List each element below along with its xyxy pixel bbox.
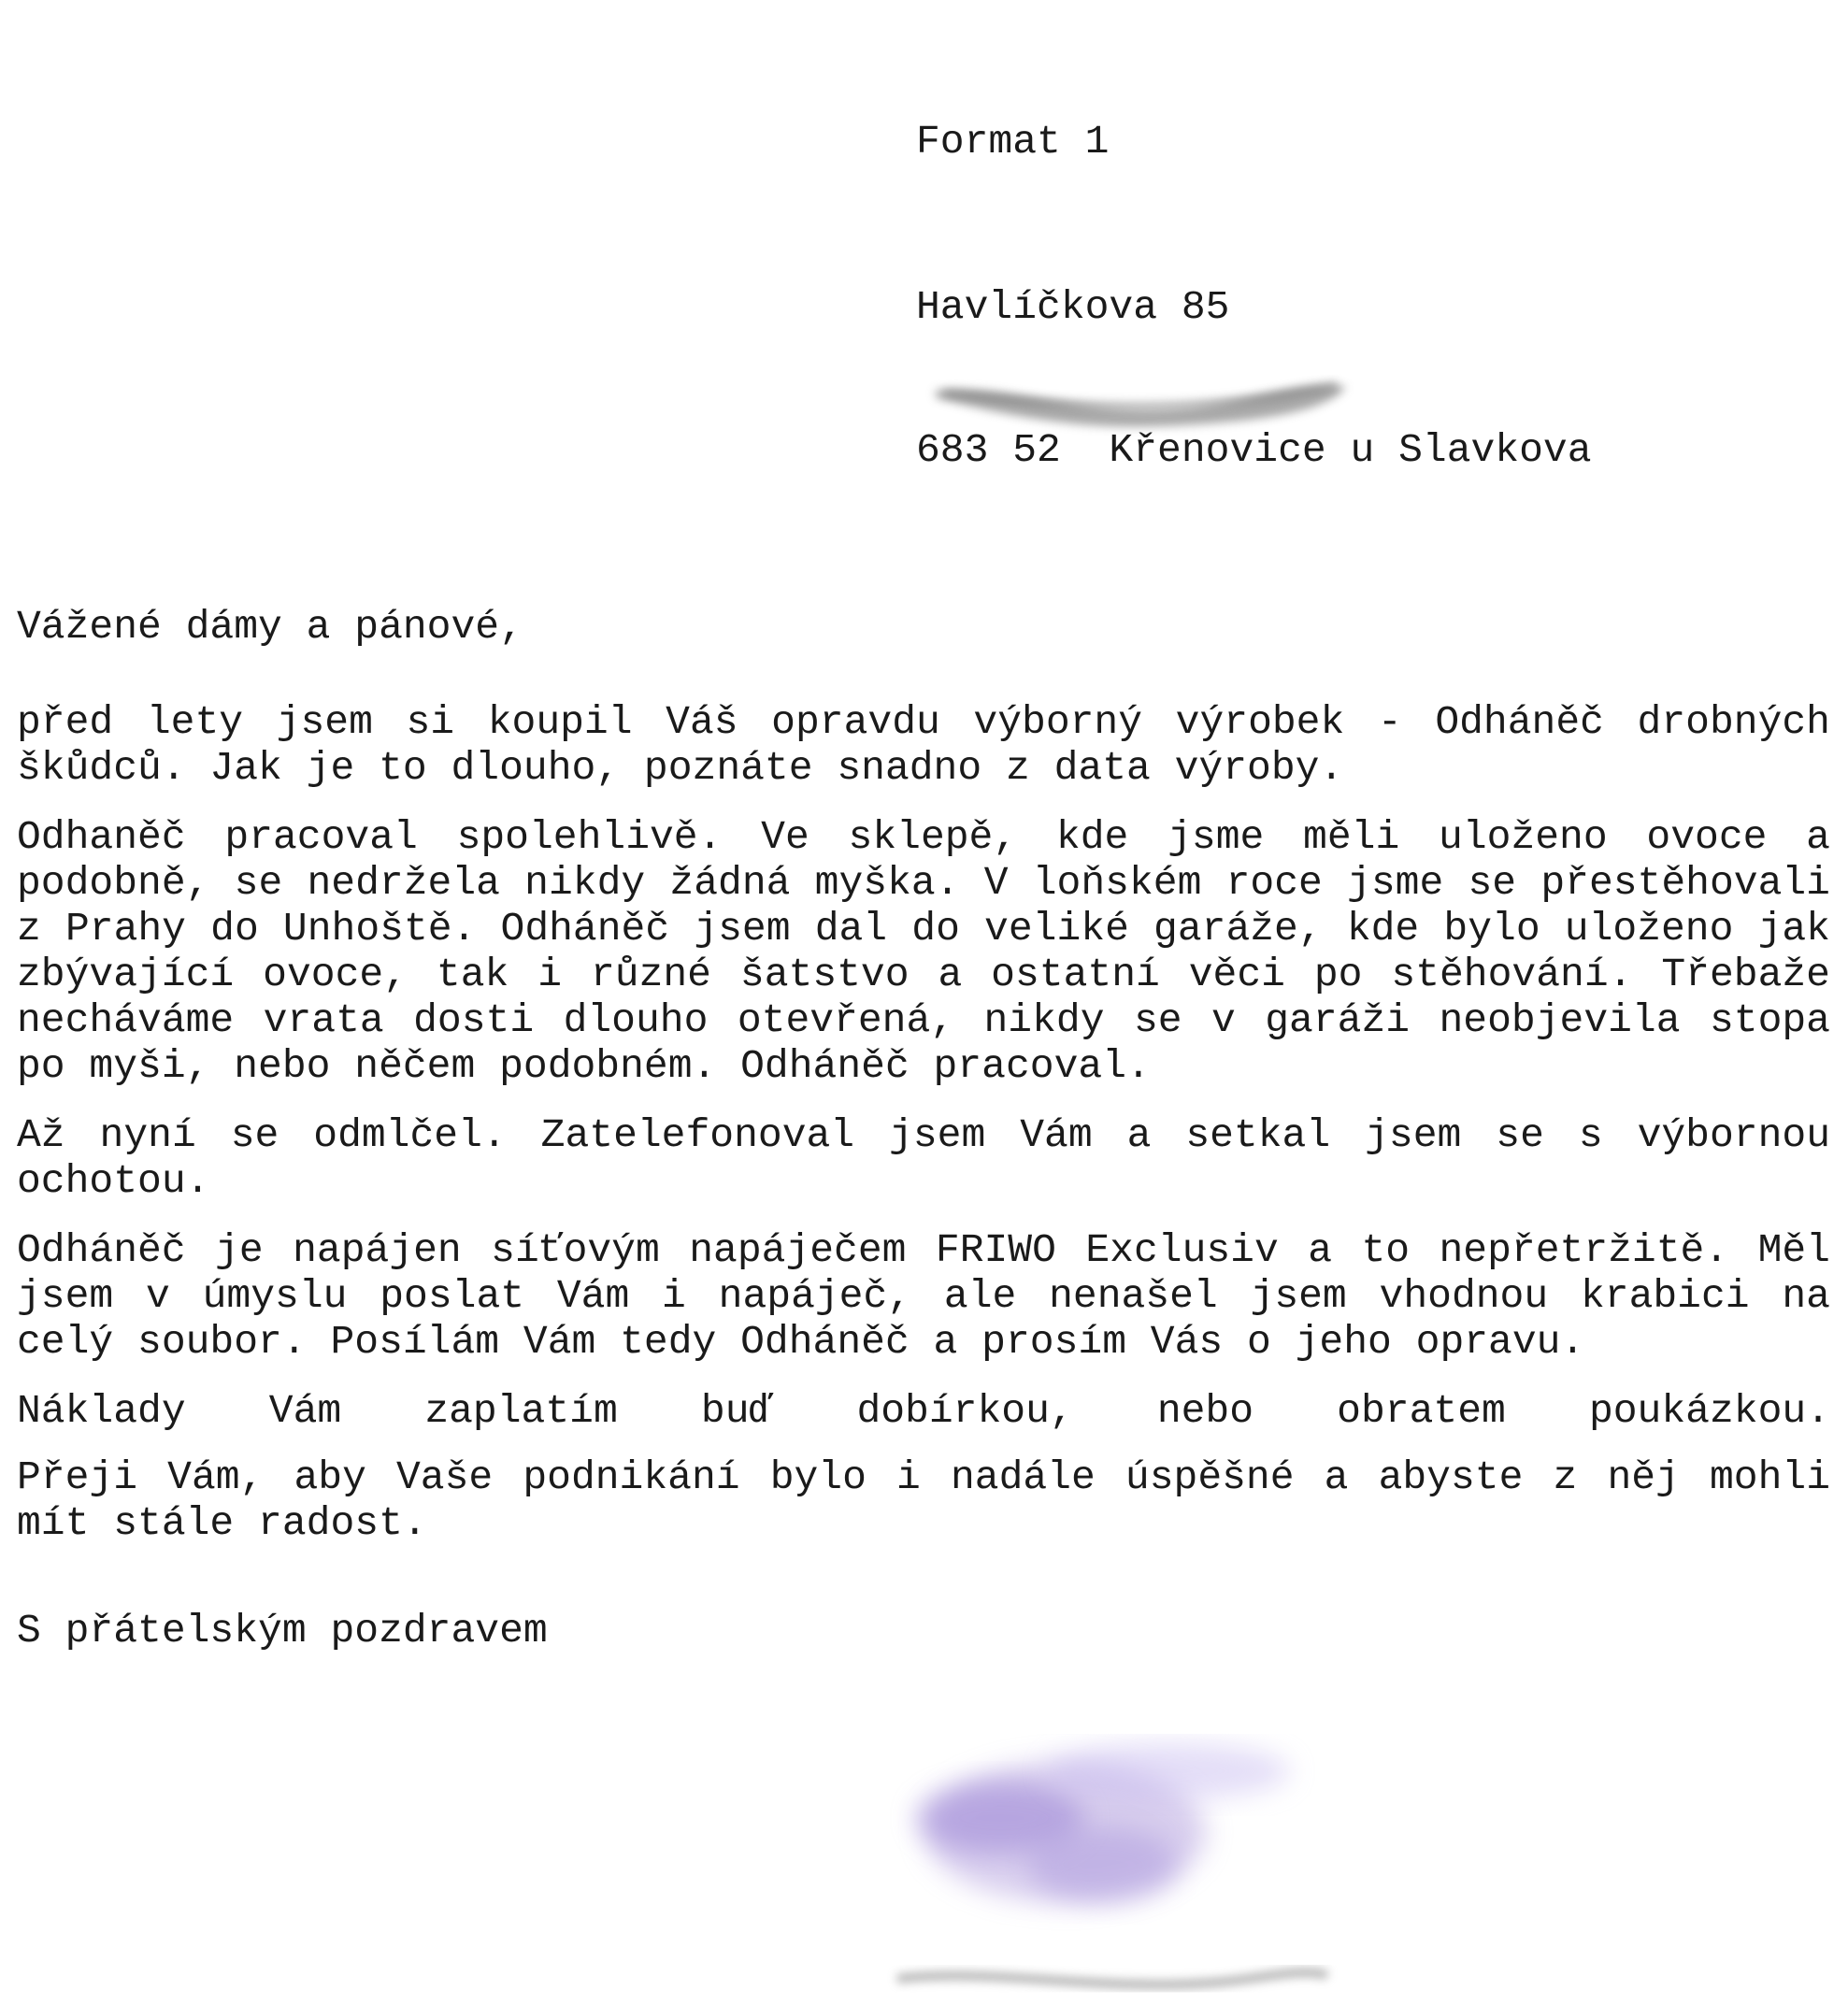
paragraph-5: Náklady Vám zaplatím buď dobírkou, nebo obratem poukázkou.	[17, 1388, 1830, 1434]
redacted-smudge	[925, 355, 1355, 449]
paragraph-3: Až nyní se odmlčel. Zatelefonoval jsem Vám a setkal jsem se s výbornou ochotou.	[17, 1112, 1830, 1204]
sender-address-block	[916, 22, 1592, 569]
salutation: Vážené dámy a pánové,	[17, 604, 523, 650]
paragraph-2: Odhaněč pracoval spolehlivě. Ve sklepě, kde jsme měli uloženo ovoce a podobně, se nedržela nikdy žádná myška. V loňském roce jsme se přestěhovali z Prahy do Unhoště. Odháněč jsem dal do veliké garáže, kde bylo uloženo jak zbývající ovoce, tak i různé šatstvo a ostatní věci po stěhování. Třebaže necháváme vrata dosti dlouho otevřená, nikdy se v garáži neobjevila stopa po myši, nebo něčem podobném. Odháněč pracoval.	[17, 814, 1830, 1089]
address-street: Havlíčkova 85	[916, 284, 1230, 330]
address-city: 683 52 Křenovice u Slavkova	[916, 427, 1592, 473]
paragraph-4: Odháněč je napájen síťovým napáječem FRIWO Exclusiv a to nepřetržitě. Měl jsem v úmyslu poslat Vám i napáječ, ale nenašel jsem vhodnou krabici na celý soubor. Posílám Vám tedy Odháněč a prosím Vás o jeho opravu.	[17, 1227, 1830, 1365]
paragraph-6: Přeji Vám, aby Vaše podnikání bylo i nadále úspěšné a abyste z něj mohli mít stále radost.	[17, 1454, 1830, 1546]
paragraph-1: před lety jsem si koupil Váš opravdu výborný výrobek - Odháněč drobných škůdců. Jak je to dlouho, poznáte snadno z data výroby.	[17, 699, 1830, 791]
closing: S přátelským pozdravem	[17, 1608, 548, 1653]
signature-redacted	[860, 1734, 1346, 2004]
format-label: Format 1	[916, 119, 1110, 165]
letter-body	[17, 604, 1830, 1694]
